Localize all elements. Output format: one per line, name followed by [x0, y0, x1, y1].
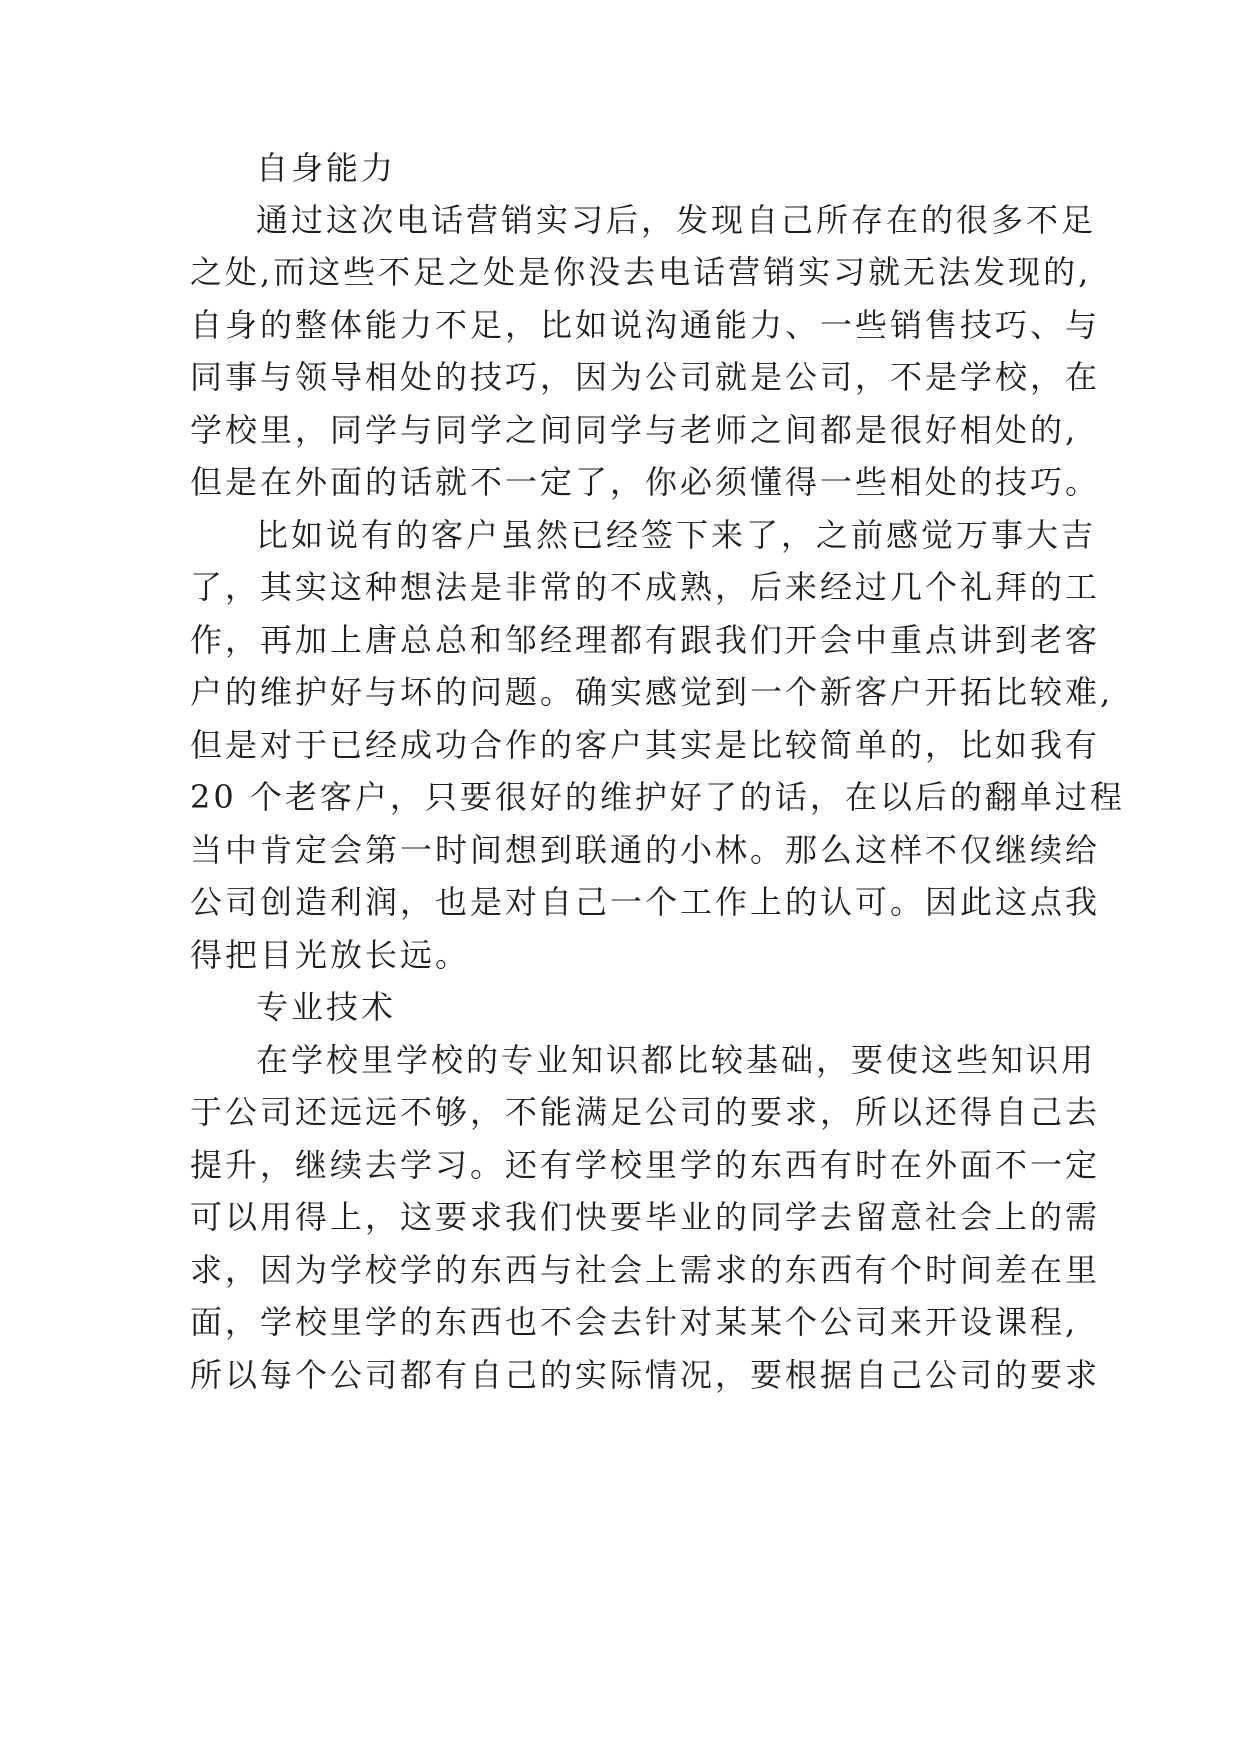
paragraph-line: 但是对于已经成功合作的客户其实是比较简单的，比如我有: [190, 726, 1101, 764]
paragraph-line: 在学校里学校的专业知识都比较基础，要使这些知识用: [256, 1041, 1097, 1079]
paragraph-line: 了，其实这种想法是非常的不成熟，后来经过几个礼拜的工: [190, 568, 1101, 606]
paragraph-line: 比如说有的客户虽然已经签下来了，之前感觉万事大吉: [256, 516, 1097, 554]
paragraph-line: 户的维护好与坏的问题。确实感觉到一个新客户开拓比较难,: [190, 673, 1114, 711]
paragraph-line: 于公司还远远不够，不能满足公司的要求，所以还得自己去: [190, 1093, 1101, 1131]
section-heading-skill: 专业技术: [256, 988, 397, 1026]
paragraph-line: 求，因为学校学的东西与社会上需求的东西有个时间差在里: [190, 1251, 1101, 1289]
paragraph-line: 当中肯定会第一时间想到联通的小林。那么这样不仅继续给: [190, 831, 1101, 869]
paragraph-line: 所以每个公司都有自己的实际情况，要根据自己公司的要求: [190, 1356, 1101, 1394]
paragraph-line: 学校里，同学与同学之间同学与老师之间都是很好相处的,: [190, 411, 1079, 449]
paragraph-line: 20 个老客户，只要很好的维护好了的话，在以后的翻单过程: [190, 778, 1125, 816]
paragraph-line: 公司创造利润，也是对自己一个工作上的认可。因此这点我: [190, 883, 1101, 921]
paragraph-line: 面，学校里学的东西也不会去针对某某个公司来开设课程,: [190, 1303, 1079, 1341]
paragraph-line: 但是在外面的话就不一定了，你必须懂得一些相处的技巧。: [190, 463, 1101, 501]
section-heading-ability: 自身能力: [256, 149, 397, 187]
paragraph-line: 之处,而这些不足之处是你没去电话营销实习就无法发现的,: [190, 253, 1092, 291]
paragraph-line: 得把目光放长远。: [190, 936, 471, 974]
paragraph-line: 作，再加上唐总总和邹经理都有跟我们开会中重点讲到老客: [190, 621, 1101, 659]
paragraph-line: 提升，继续去学习。还有学校里学的东西有时在外面不一定: [190, 1146, 1101, 1184]
paragraph-line: 自身的整体能力不足，比如说沟通能力、一些销售技巧、与: [190, 306, 1101, 344]
paragraph-line: 同事与领导相处的技巧，因为公司就是公司，不是学校，在: [190, 358, 1101, 396]
paragraph-line: 可以用得上，这要求我们快要毕业的同学去留意社会上的需: [190, 1198, 1101, 1236]
paragraph-line: 通过这次电话营销实习后，发现自己所存在的很多不足: [256, 201, 1097, 239]
